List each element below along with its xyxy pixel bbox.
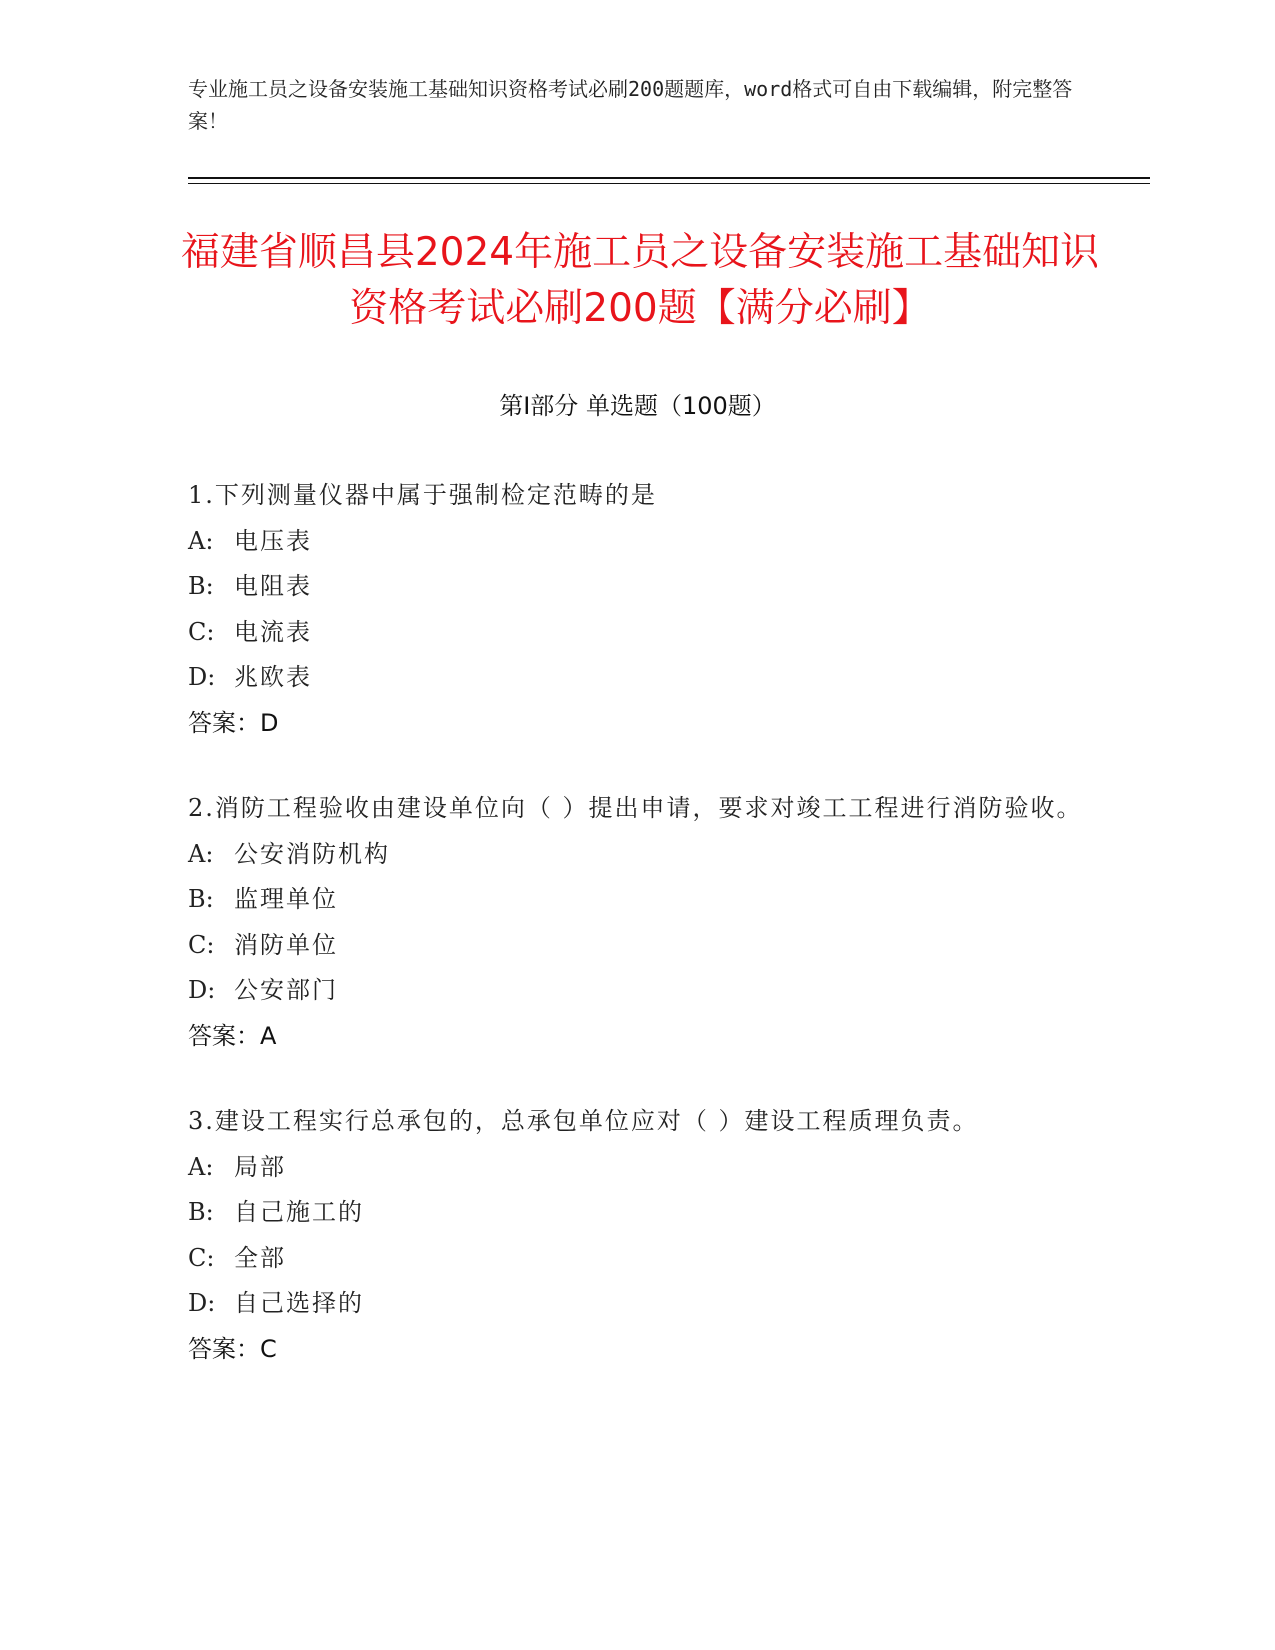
section-heading: 第Ⅰ部分 单选题（100题）: [499, 392, 776, 420]
option-text: 电压表: [234, 526, 312, 555]
option-text: 电流表: [234, 617, 312, 646]
option-text: 公安部门: [234, 976, 338, 1004]
option-text: 自己选择的: [234, 1289, 364, 1317]
option-key: D:: [188, 1289, 216, 1317]
option-c: [188, 923, 1088, 969]
option-key: B:: [188, 1198, 214, 1226]
option-d: [188, 655, 1088, 701]
option-b: [188, 877, 1088, 923]
question-list: [188, 473, 1088, 1412]
option-a: [188, 832, 1088, 878]
option-key: D:: [188, 663, 216, 691]
option-b: [188, 1190, 1088, 1236]
option-key: B:: [188, 572, 214, 600]
option-text: 兆欧表: [234, 663, 312, 691]
question-3: [188, 1099, 1088, 1372]
question-2: [188, 786, 1088, 1059]
option-text: 公安消防机构: [234, 839, 390, 868]
answer-line: 答案：C: [188, 1334, 277, 1363]
option-text: 局部: [234, 1152, 286, 1181]
question-stem: 2.消防工程验收由建设单位向（ ）提出申请，要求对竣工工程进行消防验收。: [188, 794, 1083, 822]
option-key: C:: [188, 930, 215, 959]
option-key: D:: [188, 976, 216, 1004]
option-d: [188, 1281, 1088, 1327]
answer-line: 答案：A: [188, 1021, 277, 1050]
option-key: A:: [188, 839, 214, 868]
option-key: A:: [188, 526, 214, 555]
header-divider-thick: [188, 177, 1150, 179]
option-key: C:: [188, 1243, 215, 1272]
option-key: C:: [188, 617, 215, 646]
question-stem: 3.建设工程实行总承包的，总承包单位应对（ ）建设工程质理负责。: [188, 1107, 979, 1135]
option-b: [188, 564, 1088, 610]
option-text: 监理单位: [234, 885, 338, 913]
question-1: [188, 473, 1088, 746]
option-text: 消防单位: [234, 930, 338, 959]
option-text: 电阻表: [234, 572, 312, 600]
option-c: [188, 610, 1088, 656]
option-text: 自己施工的: [234, 1198, 364, 1226]
option-a: [188, 519, 1088, 565]
option-text: 全部: [234, 1243, 286, 1272]
option-d: [188, 968, 1088, 1014]
header-divider-thin: [188, 183, 1150, 184]
option-a: [188, 1145, 1088, 1191]
header-note: 专业施工员之设备安装施工基础知识资格考试必刷200题题库，word格式可自由下载编辑，附完整答案！: [188, 77, 1073, 133]
question-stem: 1.下列测量仪器中属于强制检定范畴的是: [188, 481, 657, 509]
answer-line: 答案：D: [188, 708, 279, 737]
option-c: [188, 1236, 1088, 1282]
option-key: B:: [188, 885, 214, 913]
document-title: 福建省顺昌县2024年施工员之设备安装施工基础知识资格考试必刷200题【满分必刷】: [180, 230, 1100, 331]
option-key: A:: [188, 1152, 214, 1181]
